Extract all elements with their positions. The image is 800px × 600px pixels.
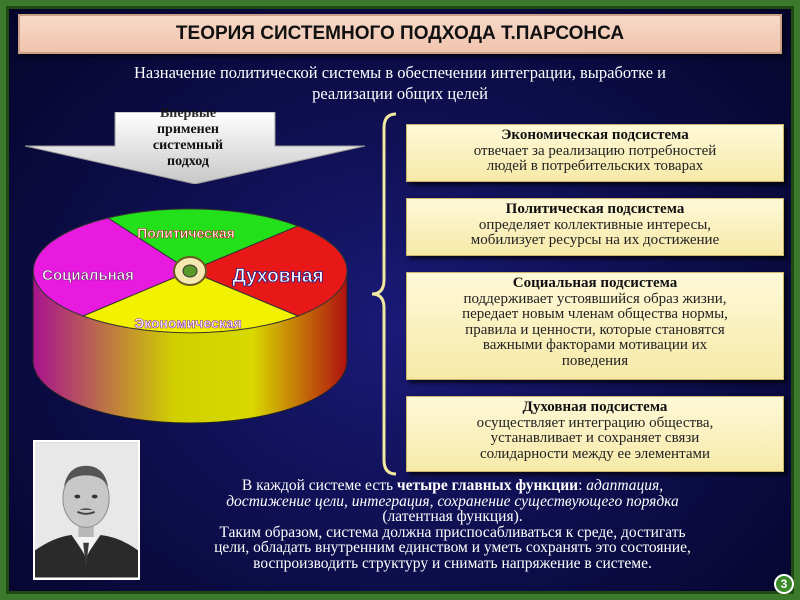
bottom-conclusion-text (145, 478, 760, 571)
bottom-line-4: Таким образом, система должна приспосабливаться к среде, достигать (219, 523, 686, 541)
box-political-subsystem (406, 198, 784, 256)
curly-bracket (366, 112, 406, 477)
box-economic-subsystem (406, 124, 784, 182)
bottom-line-1 (145, 478, 760, 494)
bottom-line-6: воспроизводить структуру и снимать напряжение в системе. (253, 554, 652, 572)
box-body-line: отвечает за реализацию потребностей (473, 142, 717, 159)
box-body-line: солидарности между ее элементами (479, 445, 711, 462)
box-heading: Духовная подсистема (522, 399, 668, 415)
page-number: 3 (780, 577, 788, 591)
bottom-text-italic: адаптация, (586, 477, 664, 494)
bottom-text-italic: достижение цели, интеграция, сохранение существующего порядка (226, 492, 679, 510)
box-body-line: поведения (561, 352, 629, 369)
box-body-line: устанавливает и сохраняет связи (490, 430, 700, 446)
arrow-caption-line-2: применен (156, 122, 219, 137)
subtitle-line-2: реализации общих целей (312, 84, 488, 103)
slide-title (18, 14, 782, 54)
pie-label-spiritual: Духовная (232, 266, 324, 287)
box-body-line: осуществляет интеграцию общества, (476, 414, 714, 431)
pie-label-economic: Экономическая (134, 315, 242, 331)
box-body-line: поддерживает устоявшийся образ жизни, (463, 290, 727, 307)
box-heading: Социальная подсистема (512, 275, 678, 291)
arrow-caption-line-4: подход (167, 154, 209, 169)
arrow-caption (128, 106, 248, 170)
box-heading: Политическая подсистема (505, 201, 685, 217)
box-body-line: людей в потребительских товарах (486, 158, 704, 174)
pie-label-social: Социальная (42, 267, 134, 284)
slide-title-text: ТЕОРИЯ СИСТЕМНОГО ПОДХОДА Т.ПАРСОНСА (175, 23, 625, 44)
subtitle-line-1: Назначение политической системы в обеспечении интеграции, выработке и (134, 63, 666, 82)
bottom-text-bold: четыре главных функции (396, 477, 579, 494)
subsystems-pie-diagram (28, 196, 353, 428)
page-number-badge (774, 574, 794, 594)
slide-subtitle (40, 62, 760, 104)
bottom-line-3: (латентная функция). (382, 508, 523, 525)
bottom-line-2 (145, 494, 760, 510)
arrow-caption-line-1: Впервые (159, 106, 217, 121)
box-body-line: определяет коллективные интересы, (478, 216, 712, 233)
pie-label-political: Политическая (137, 225, 235, 241)
arrow-caption-line-3: системный (152, 138, 224, 153)
portrait-illustration (35, 442, 138, 578)
bottom-text-fragment: В каждой системе есть (241, 477, 397, 494)
box-spiritual-subsystem (406, 396, 784, 472)
bottom-line-5: цели, обладать внутренним единством и уметь сохранять это состояние, (214, 539, 691, 556)
box-body-line: правила и ценности, которые становятся (465, 321, 725, 338)
box-body-line: передает новым членам общества нормы, (462, 306, 728, 322)
box-social-subsystem (406, 272, 784, 380)
box-heading: Экономическая подсистема (501, 127, 689, 143)
parsons-portrait (33, 440, 140, 580)
box-body-line: важными факторами мотивации их (482, 337, 708, 353)
box-body-line: мобилизует ресурсы на их достижение (470, 232, 720, 248)
bottom-text-fragment: : (578, 477, 587, 494)
